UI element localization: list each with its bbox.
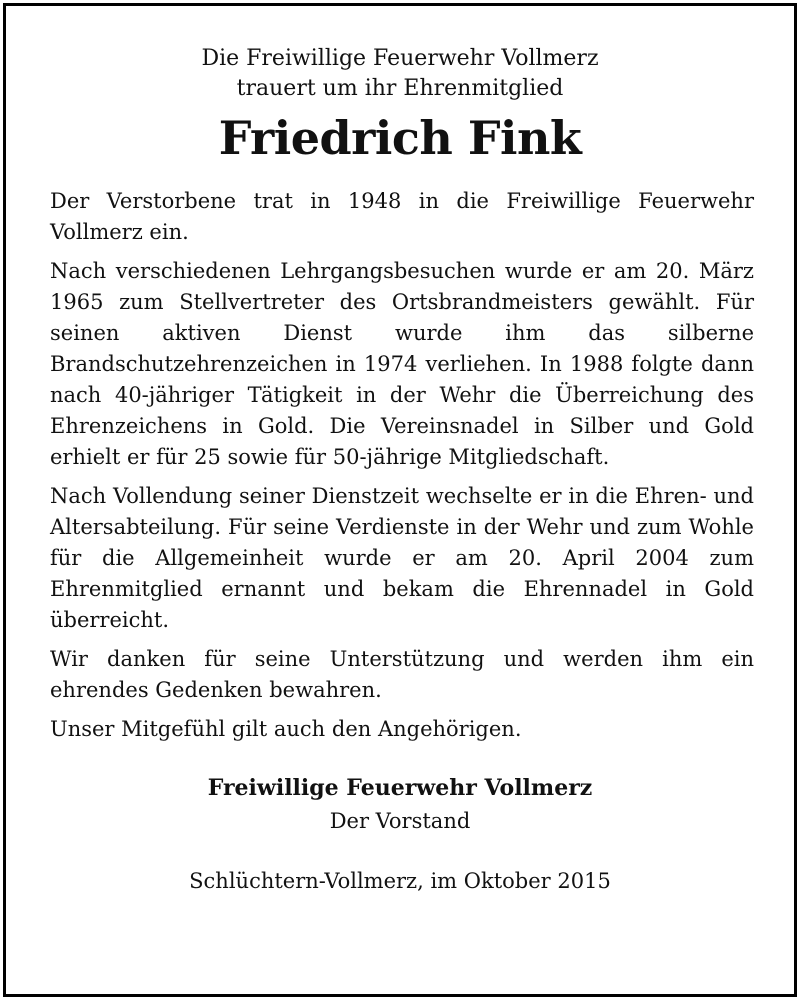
- obituary-body: [6, 186, 794, 745]
- header-line-2: trauert um ihr Ehrenmitglied: [236, 76, 564, 101]
- paragraph-membership: Der Verstorbene trat in 1948 in die Freiwillige Feuerwehr Vollmerz ein.: [50, 189, 754, 244]
- paragraph-thanks: Wir danken für seine Unterstützung und werden ihm ein ehrendes Gedenken bewahren.: [50, 647, 754, 702]
- signature-organization: Freiwillige Feuerwehr Vollmerz: [207, 775, 593, 801]
- place-date: Schlüchtern-Vollmerz, im Oktober 2015: [189, 869, 611, 893]
- paragraph-honors: Nach verschiedenen Lehrgangsbesuchen wurde er am 20. März 1965 zum Stellvertreter des Ortsbrandmeisters gewählt. Für seinen aktiven Dienst wurde ihm das silberne Brandschutzehrenzeichen in 1974 verliehen. In 1988 folgte dann nach 40-jähriger Tätigkeit in der Wehr die Überreichung des Ehrenzeichens in Gold. Die Vereinsnadel in Silber und Gold erhielt er für 25 sowie für 50-jährige Mitgliedschaft.: [50, 259, 754, 469]
- signature-block: [6, 771, 794, 897]
- paragraph-honorary-member: Nach Vollendung seiner Dienstzeit wechselte er in die Ehren- und Altersabteilung. Für seine Verdienste in der Wehr und zum Wohle für die Allgemeinheit wurde er am 20. April 2004 zum Ehrenmitglied ernannt und bekam die Ehrennadel in Gold überreicht.: [50, 484, 754, 632]
- header-line-1: Die Freiwillige Feuerwehr Vollmerz: [201, 46, 599, 71]
- signature-board: Der Vorstand: [329, 809, 471, 833]
- obituary-notice: [3, 3, 797, 997]
- paragraph-condolences: Unser Mitgefühl gilt auch den Angehörigen.: [50, 717, 522, 741]
- deceased-name: Friedrich Fink: [218, 111, 582, 165]
